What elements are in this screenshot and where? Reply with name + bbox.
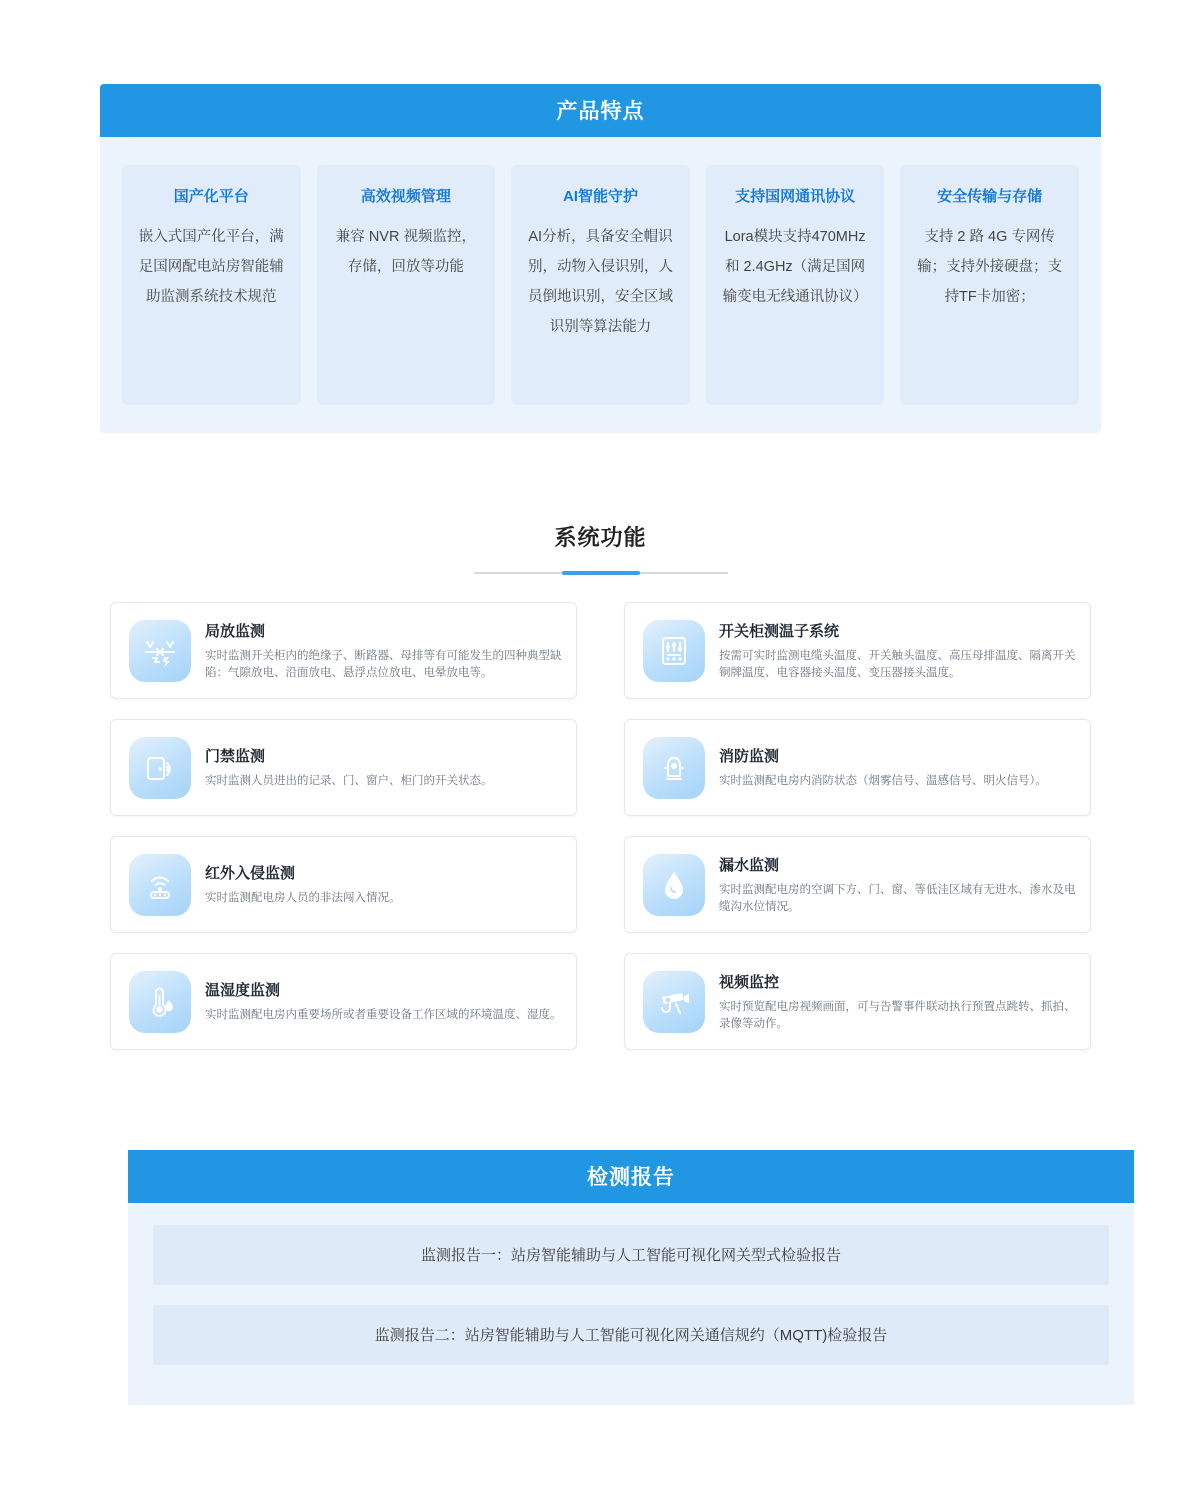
feature-title: 安全传输与存储 (937, 188, 1043, 205)
system-functions-title: 系统功能 (554, 525, 647, 550)
feature-description: AI分析，具备安全帽识别，动物入侵识别，人员倒地识别，安全区域识别等算法能力 (527, 229, 673, 335)
function-text (719, 620, 1076, 682)
product-features-section (100, 84, 1101, 433)
function-card-switchgear-temperature[interactable] (624, 602, 1091, 699)
infrared-intrusion-icon (129, 854, 191, 916)
function-name: 温湿度监测 (205, 982, 281, 999)
function-card-temperature-humidity[interactable] (110, 953, 577, 1050)
function-name: 局放监测 (205, 622, 266, 640)
function-name: 开关柜测温子系统 (719, 622, 840, 640)
feature-description: Lora模块支持470MHz和 2.4GHz（满足国网输变电无线通讯协议） (722, 229, 868, 305)
report-item[interactable]: 监测报告二：站房智能辅助与人工智能可视化网关通信规约（MQTT)检验报告 (153, 1305, 1109, 1365)
switchgear-temperature-icon (643, 620, 705, 682)
feature-card (317, 165, 496, 405)
fire-hydrant-icon (643, 737, 705, 799)
feature-card (706, 165, 885, 405)
function-card-water-leak[interactable] (624, 836, 1091, 933)
function-name: 红外入侵监测 (205, 865, 296, 882)
function-description: 实时监测人员进出的记录、门、窗户、柜门的开关状态。 (205, 775, 493, 787)
water-leak-icon (643, 854, 705, 916)
feature-description: 嵌入式国产化平台，满足国网配电站房智能辅助监测系统技术规范 (138, 229, 284, 305)
function-card-partial-discharge[interactable] (110, 602, 577, 699)
feature-card (122, 165, 301, 405)
feature-card (511, 165, 690, 405)
function-text (719, 745, 1076, 790)
product-features-list (100, 137, 1101, 433)
function-description: 实时监测配电房人员的非法闯入情况。 (205, 892, 401, 904)
function-name: 漏水监测 (719, 856, 780, 874)
function-description: 实时监测配电房内消防状态（烟雾信号、温感信号、明火信号）。 (719, 775, 1047, 787)
feature-title: AI智能守护 (562, 188, 638, 205)
function-description: 实时监测配电房内重要场所或者重要设备工作区域的环境温度、湿度。 (205, 1009, 562, 1021)
system-functions-section (0, 521, 1201, 1050)
section-divider (474, 572, 728, 574)
function-card-infrared-intrusion[interactable] (110, 836, 577, 933)
report-item[interactable]: 监测报告一：站房智能辅助与人工智能可视化网关型式检验报告 (153, 1225, 1109, 1285)
test-report-list (128, 1203, 1134, 1405)
function-text (205, 862, 562, 907)
thermometer-humidity-icon (129, 971, 191, 1033)
feature-description: 支持 2 路 4G 专网传输；支持外接硬盘；支持TF卡加密； (917, 229, 1063, 305)
video-camera-icon (643, 971, 705, 1033)
function-name: 视频监控 (719, 973, 780, 991)
test-report-section (128, 1150, 1134, 1405)
test-report-header: 检测报告 (128, 1150, 1134, 1203)
function-card-fire-detection[interactable] (624, 719, 1091, 816)
function-name: 消防监测 (719, 748, 780, 765)
function-name: 门禁监测 (205, 748, 266, 765)
function-text (205, 979, 562, 1024)
function-text (205, 745, 562, 790)
function-text (719, 971, 1076, 1033)
function-description: 实时监测开关柜内的绝缘子、断路器、母排等有可能发生的四种典型缺陷：气隙放电、沿面放电、悬浮点位放电、电晕放电等。 (205, 649, 562, 679)
access-control-icon (129, 737, 191, 799)
feature-description: 兼容 NVR 视频监控，存储，回放等功能 (335, 229, 476, 275)
function-description: 按需可实时监测电缆头温度、开关触头温度、高压母排温度、隔离开关铜牌温度、电容器接头温度、变压器接头温度。 (719, 649, 1076, 679)
function-card-video-surveillance[interactable] (624, 953, 1091, 1050)
feature-title: 支持国网通讯协议 (735, 188, 856, 205)
partial-discharge-icon (129, 620, 191, 682)
function-card-access-control[interactable] (110, 719, 577, 816)
function-description: 实时监测配电房的空调下方、门、窗、等低洼区域有无进水、渗水及电缆沟水位情况。 (719, 883, 1076, 913)
system-functions-grid (110, 602, 1091, 1050)
feature-title: 国产化平台 (173, 188, 249, 205)
feature-title: 高效视频管理 (360, 188, 451, 205)
product-features-header: 产品特点 (100, 84, 1101, 137)
function-text (205, 620, 562, 682)
function-text (719, 854, 1076, 916)
feature-card (900, 165, 1079, 405)
function-description: 实时预览配电房视频画面，可与告警事件联动执行预置点跳转、抓拍、录像等动作。 (719, 1000, 1076, 1030)
